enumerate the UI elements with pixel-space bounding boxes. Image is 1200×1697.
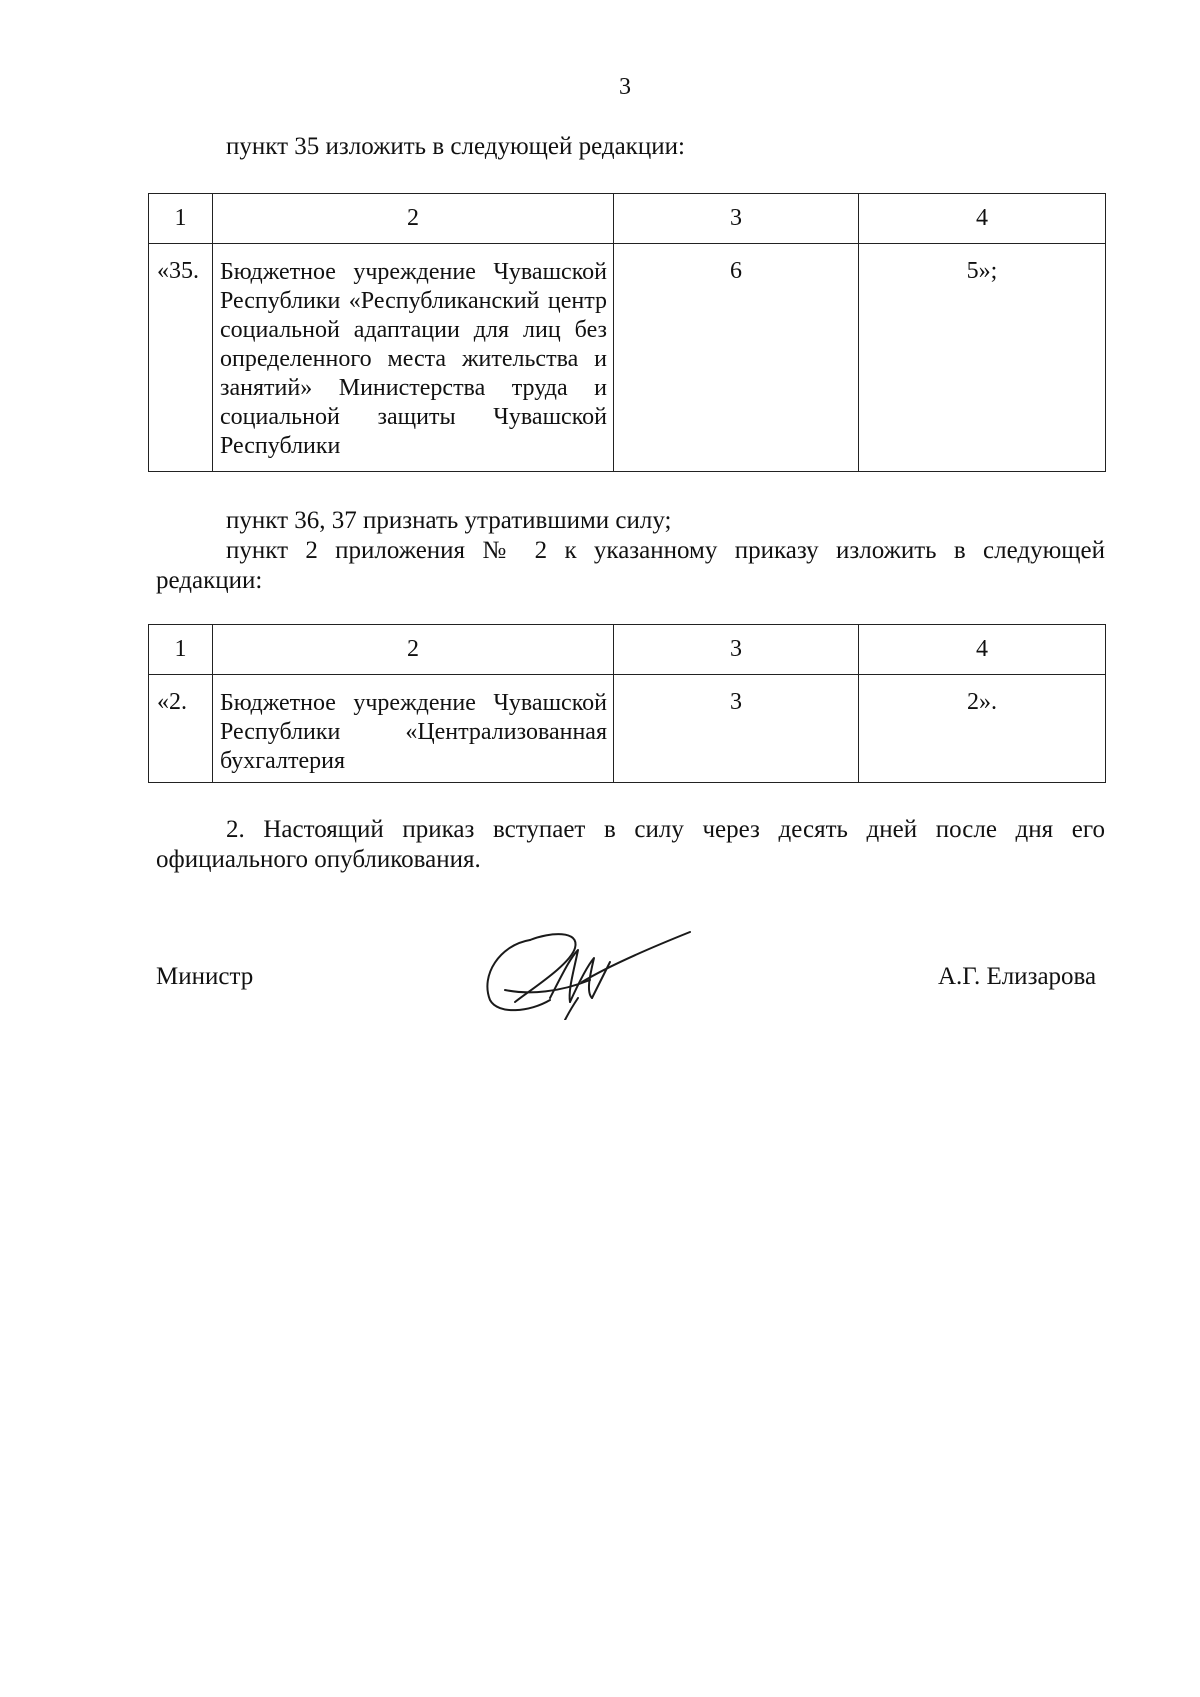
- header-col-2: 2: [213, 194, 614, 244]
- row-number: «35.: [149, 244, 213, 472]
- institution-name: Бюджетное учреждение Чувашской Республики «Республиканский центр социальной адаптации для лиц без определенного места жительства и занятий» Министерства труда и социальной защиты Чувашской Республики: [213, 244, 614, 472]
- table-header-row: [149, 194, 1106, 244]
- header-col-4: 4: [859, 625, 1106, 675]
- paragraph-appendix-2-line-1: пункт 2 приложения № 2 к указанному приказу изложить в следующей: [226, 537, 1105, 564]
- value-col-3: 3: [614, 675, 859, 783]
- header-col-1: 1: [149, 194, 213, 244]
- page-number: 3: [619, 74, 631, 100]
- header-col-1: 1: [149, 625, 213, 675]
- header-col-3: 3: [614, 194, 859, 244]
- table-point-35: [148, 193, 1106, 472]
- table-row: [149, 675, 1106, 783]
- value-col-3: 6: [614, 244, 859, 472]
- paragraph-appendix-2-line-2: редакции:: [156, 567, 263, 594]
- header-col-2: 2: [213, 625, 614, 675]
- handwritten-signature: [470, 920, 700, 1020]
- value-col-4: 5»;: [859, 244, 1106, 472]
- row-number: «2.: [149, 675, 213, 783]
- value-col-4: 2».: [859, 675, 1106, 783]
- table-row: [149, 244, 1106, 472]
- table-point-2: [148, 624, 1106, 783]
- institution-name: Бюджетное учреждение Чувашской Республики «Централизованная бухгалтерия: [213, 675, 614, 783]
- final-paragraph: 2. Настоящий приказ вступает в силу через десять дней после дня его официального опубликования.: [156, 816, 1105, 873]
- header-col-4: 4: [859, 194, 1106, 244]
- paragraph-36-37: пункт 36, 37 признать утратившими силу;: [226, 507, 672, 534]
- table-header-row: [149, 625, 1106, 675]
- signer-name: А.Г. Елизарова: [938, 963, 1097, 990]
- minister-title: Министр: [156, 963, 254, 990]
- header-col-3: 3: [614, 625, 859, 675]
- intro-paragraph-35: пункт 35 изложить в следующей редакции:: [226, 133, 685, 160]
